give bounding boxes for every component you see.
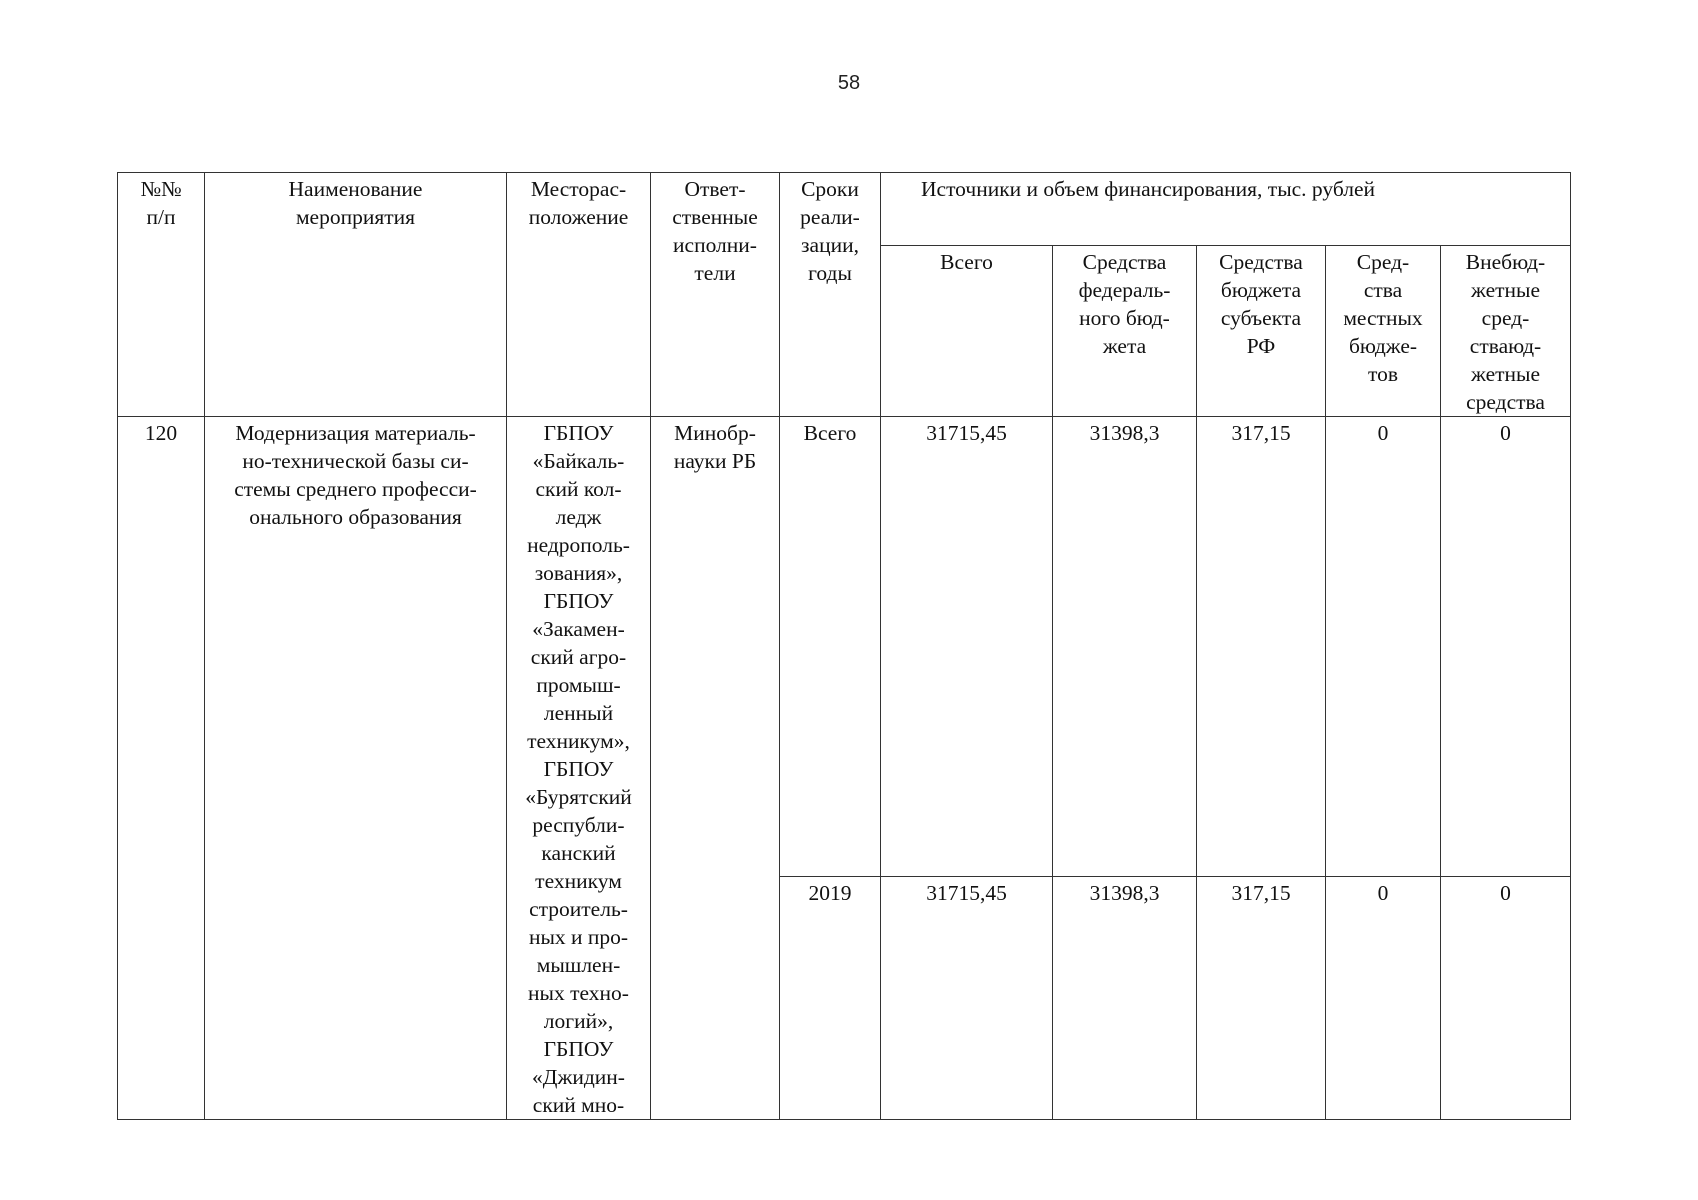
table-row bbox=[118, 417, 1571, 877]
header-regional: Средства бюджета субъекта РФ bbox=[1197, 246, 1326, 417]
row-period-2019: 2019 bbox=[780, 877, 881, 1120]
row-name: Модернизация материаль- но-технической базы си- стемы среднего професси- онального образования bbox=[234, 421, 477, 529]
row-total-regional: 317,15 bbox=[1197, 417, 1326, 877]
header-row bbox=[118, 173, 1571, 246]
funding-table bbox=[117, 172, 1571, 1120]
row-2019-regional: 317,15 bbox=[1197, 877, 1326, 1120]
header-funding-group: Источники и объем финансирования, тыс. рублей bbox=[881, 173, 1571, 246]
header-total: Всего bbox=[881, 246, 1053, 417]
header-name: Наименование мероприятия bbox=[205, 173, 507, 417]
header-location: Месторас- положение bbox=[507, 173, 651, 417]
row-total-sum: 31715,45 bbox=[881, 417, 1053, 877]
page-number: 58 bbox=[837, 72, 861, 94]
row-2019-local: 0 bbox=[1326, 877, 1441, 1120]
header-federal: Средства федераль- ного бюд- жета bbox=[1053, 246, 1197, 417]
header-local: Сред- ства местных бюдже- тов bbox=[1326, 246, 1441, 417]
row-total-local: 0 bbox=[1326, 417, 1441, 877]
row-2019-extrabudget: 0 bbox=[1441, 877, 1571, 1120]
header-extrabudget: Внебюд- жетные сред- стваюд- жетные средства bbox=[1441, 246, 1571, 417]
row-total-extrabudget: 0 bbox=[1441, 417, 1571, 877]
row-num: 120 bbox=[118, 417, 205, 1120]
row-total-federal: 31398,3 bbox=[1053, 417, 1197, 877]
row-2019-federal: 31398,3 bbox=[1053, 877, 1197, 1120]
row-period-total: Всего bbox=[780, 417, 881, 877]
row-responsible: Минобр- науки РБ bbox=[651, 417, 780, 1120]
header-num: №№ п/п bbox=[118, 173, 205, 417]
row-name-cell bbox=[205, 417, 507, 1120]
row-2019-sum: 31715,45 bbox=[881, 877, 1053, 1120]
header-responsible: Ответ- ственные исполни- тели bbox=[651, 173, 780, 417]
row-location: ГБПОУ «Байкаль- ский кол- ледж недрополь- зования», ГБПОУ «Закамен- ский агро- промыш- ленный техникум», ГБПОУ «Бурятский республи- канский техникум строитель- ных и про- мышлен- ных техно- логий», ГБПОУ «Джидин- ский мно- bbox=[507, 417, 651, 1120]
header-period: Сроки реали- зации, годы bbox=[780, 173, 881, 417]
